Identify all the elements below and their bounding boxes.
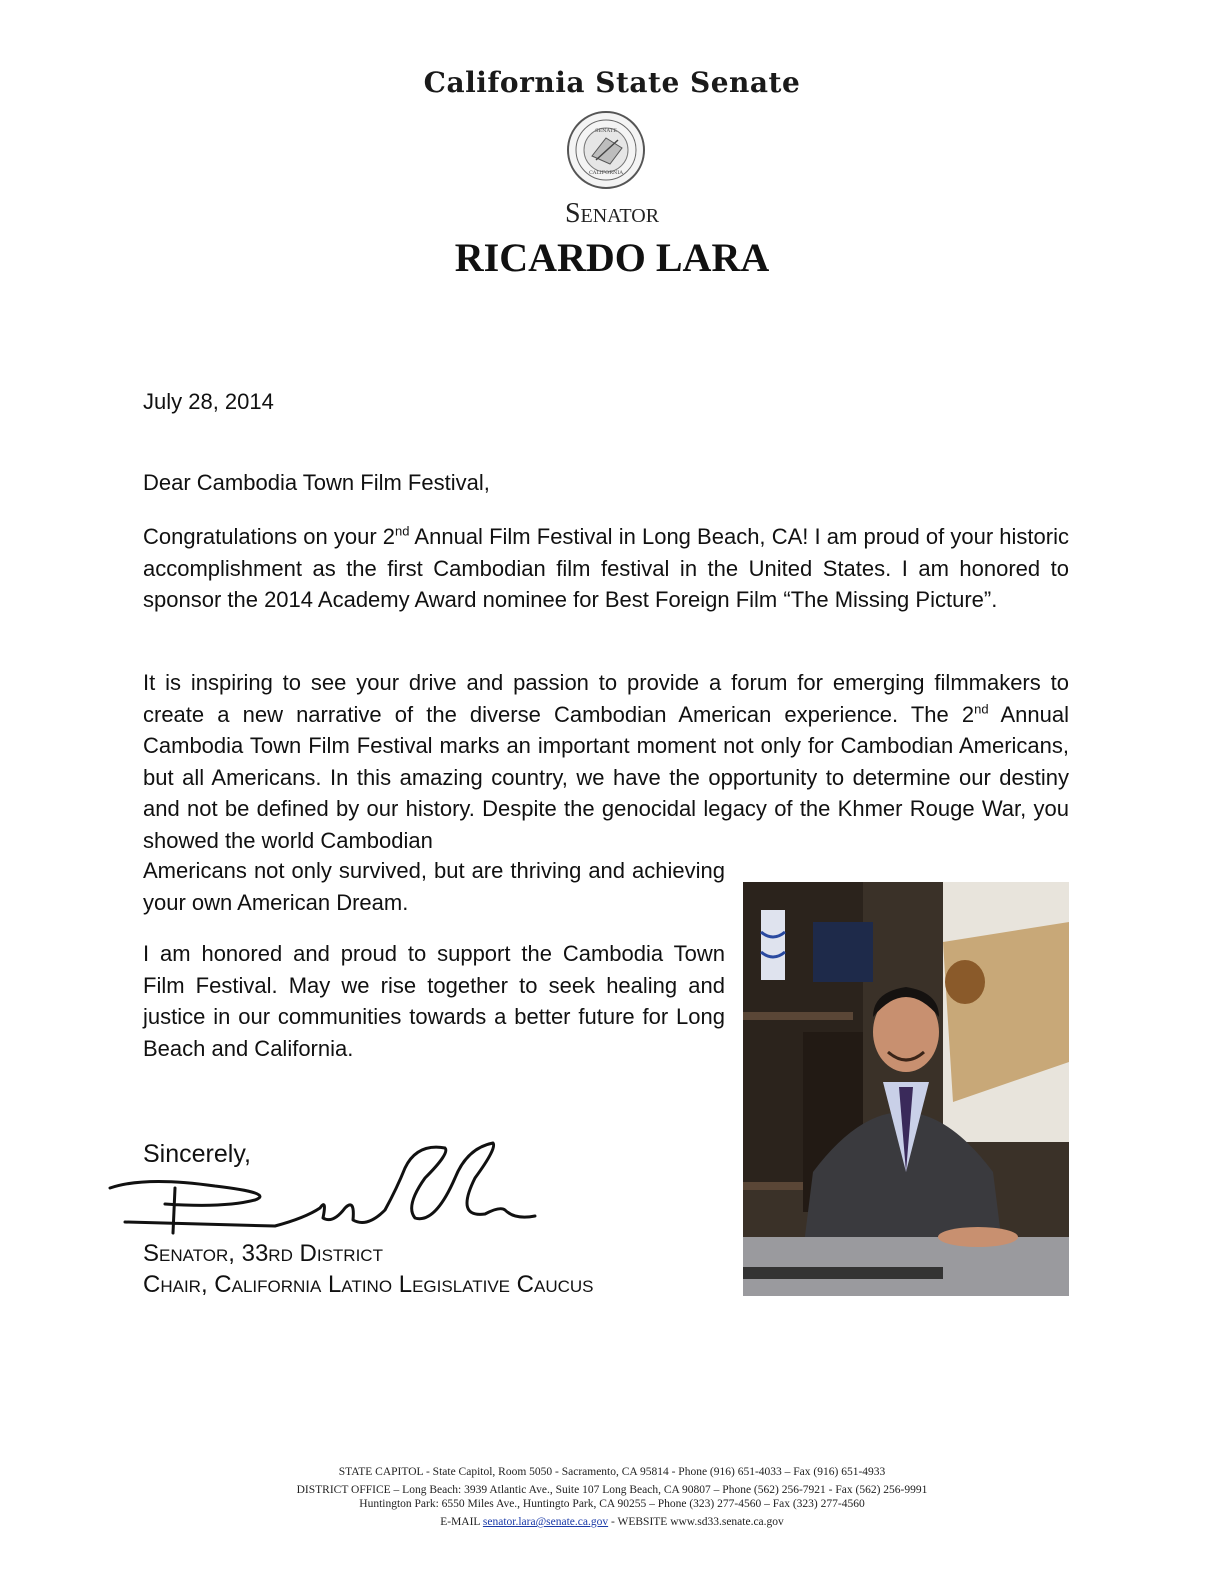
- paragraph-2: [143, 667, 1069, 856]
- paragraph-2-superscript: nd: [974, 701, 989, 717]
- senator-name: RICARDO LARA: [454, 235, 770, 280]
- paragraph-2-text-b: Annual Cambodia Town Film Festival marks an important moment not only for Cambodian Americans, but all Americans. In this amazing country, we have the opportunity to determine our destiny and not be defined by our history. Despite the genocidal legacy of the Khmer Rouge War, you showed the world Cambodian: [143, 701, 1069, 853]
- footer-website: - WEBSITE www.sd33.senate.ca.gov: [608, 1516, 784, 1528]
- svg-text:CALIFORNIA: CALIFORNIA: [588, 170, 624, 176]
- paragraph-2-text-a: It is inspiring to see your drive and passion to provide a forum for emerging filmmakers to create a new narrative of the diverse Cambodian American experience. The 2: [143, 670, 1069, 727]
- email-link[interactable]: senator.lara@senate.ca.gov: [482, 1516, 609, 1528]
- closing: Sincerely,: [143, 1140, 251, 1168]
- svg-text:SENATE: SENATE: [595, 128, 617, 134]
- letter-date: July 28, 2014: [143, 389, 274, 414]
- senator-label: Senator: [564, 198, 660, 229]
- senate-seal-icon: [566, 110, 646, 190]
- letterhead-title: California State Senate: [423, 66, 801, 99]
- paragraph-3: I am honored and proud to support the Cambodia Town Film Festival. May we rise together to seek healing and justice in our communities towards a better future for Long Beach and California.: [143, 941, 725, 1061]
- paragraph-1-text-b: Annual Film Festival in Long Beach, CA! I am proud of your historic accomplishment as the first Cambodian film festival in the United States. I am honored to sponsor the 2014 Academy Award nominee for Best Foreign Film “The Missing Picture”.: [143, 524, 1069, 612]
- salutation: Dear Cambodia Town Film Festival,: [143, 470, 490, 495]
- signer-title-2: Chair, California Latino Legislative Caucus: [143, 1271, 594, 1298]
- footer-huntington-park: Huntington Park: 6550 Miles Ave., Huntingto Park, CA 90255 – Phone (323) 277-4560 – Fax (323) 277-4560: [359, 1498, 865, 1510]
- footer-email-label: E-MAIL: [440, 1516, 483, 1528]
- signature: [105, 1138, 545, 1238]
- footer-contact: [0, 1515, 1224, 1529]
- paragraph-1-text-a: Congratulations on your 2: [143, 524, 396, 549]
- paragraph-2-continued: Americans not only survived, but are thriving and achieving your own American Dream.: [143, 858, 725, 915]
- signer-title-1: Senator, 33rd District: [143, 1240, 383, 1267]
- footer-capitol: STATE CAPITOL - State Capitol, Room 5050 - Sacramento, CA 95814 - Phone (916) 651-4033 – Fax (916) 651-4933: [338, 1466, 886, 1478]
- paragraph-1-superscript: nd: [395, 523, 410, 539]
- footer-district-office: DISTRICT OFFICE – Long Beach: 3939 Atlantic Ave., Suite 107 Long Beach, CA 90807 – Phone (562) 256-7921 - Fax (562) 256-9991: [296, 1484, 928, 1496]
- paragraph-1: [143, 521, 1069, 616]
- senator-photo: [743, 882, 1069, 1296]
